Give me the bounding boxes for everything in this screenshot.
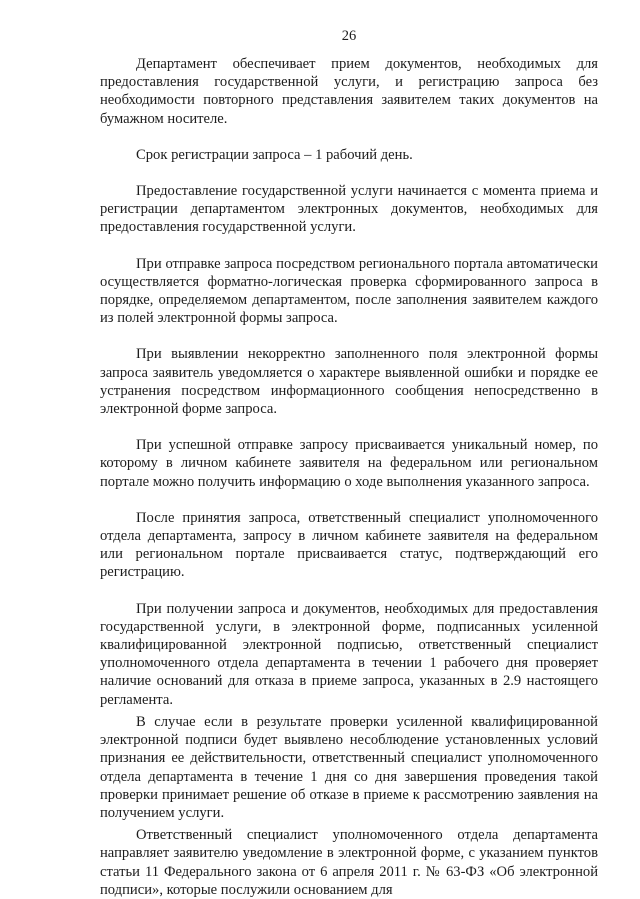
paragraph-registration-term: Срок регистрации запроса – 1 рабочий день. xyxy=(136,146,413,163)
paragraph-signature-invalid: В случае если в результате проверки усиленной квалифицированной электронной подписи будет выявлено несоблюдение установленных условий признания ее действительности, ответственный специалист уполномоченного отдела департамента в течение 1 дня со дня завершения проведения такой проверки принимает решение об отказе в приеме к рассмотрению заявления на получением услуги. xyxy=(100,713,598,821)
paragraph-format-check: При отправке запроса посредством регионального портала автоматически осуществляется форматно-логическая проверка сформированного запроса в порядке, определяемом департаментом, после заполнения заявителем каждого из полей электронной формы запроса. xyxy=(100,255,598,327)
paragraph-status-assignment: После принятия запроса, ответственный специалист уполномоченного отдела департамента, запросу в личном кабинете заявителя на федеральном или региональном портале присваивается статус, подтверждающий его регистрацию. xyxy=(100,509,598,581)
page-number: 26 xyxy=(341,28,357,44)
paragraph-signature-check: При получении запроса и документов, необходимых для предоставления государственной услуги, в электронной форме, подписанных усиленной квалифицированной электронной подписью, ответственный специалист уполномоченного отдела департамента в течении 1 рабочего дня проверяет наличие оснований для отказа в приеме запроса, указанных в 2.9 настоящего регламента. xyxy=(100,600,598,708)
paragraph-service-start: Предоставление государственной услуги начинается с момента приема и регистрации департаментом электронных документов, необходимых для предоставления государственной услуги. xyxy=(100,183,598,236)
paragraph-document-acceptance: Департамент обеспечивает прием документов, необходимых для предоставления государственной услуги, и регистрацию запроса без необходимости повторного представления заявителем таких документов на бумажном носителе. xyxy=(100,56,598,127)
paragraph-error-notification: При выявлении некорректно заполненного поля электронной формы запроса заявитель уведомляется о характере выявленной ошибки и порядке ее устранения посредством информационного сообщения непосредственно в электронной форме запроса. xyxy=(100,346,598,418)
paragraph-refusal-notice: Ответственный специалист уполномоченного отдела департамента направляет заявителю уведомление в электронной форме, с указанием пунктов статьи 11 Федерального закона от 6 апреля 2011 г. № 63-ФЗ «Об электронной подписи», которые послужили основанием для xyxy=(100,827,598,898)
paragraph-unique-number: При успешной отправке запросу присваивается уникальный номер, по которому в личном кабинете заявителя на федеральном или региональном портале можно получить информацию о ходе выполнения указанного запроса. xyxy=(100,437,598,490)
